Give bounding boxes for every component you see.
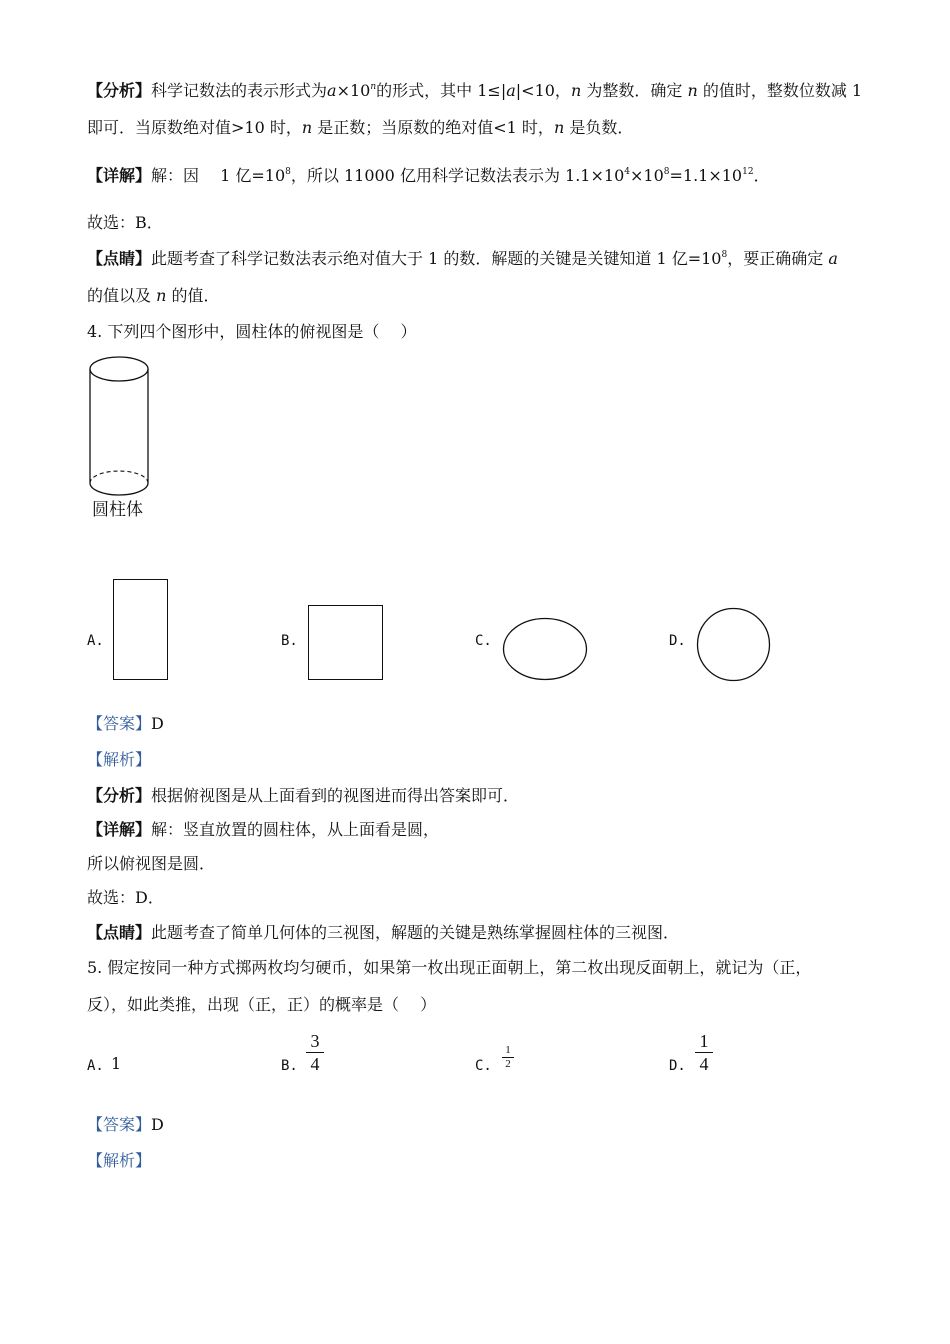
q5-option-a-label: A. <box>87 1058 104 1074</box>
analysis-line-1: 【分析】科学记数法的表示形式为$a\times 10^n$的形式，其中 1≤|a|<10，n 为整数．确定 n 的值时，整数位数减 1 <box>87 81 863 100</box>
q4-answer: 【答案】D <box>87 714 164 733</box>
fraction-denominator: 4 <box>310 1054 320 1074</box>
q4-choose: 故选：D． <box>87 888 164 907</box>
q5-option-c-fraction <box>502 1044 514 1071</box>
q4-review: 【点睛】此题考查了简单几何体的三视图，解题的关键是熟练掌握圆柱体的三视图． <box>87 923 680 942</box>
q5-option-a-value: 1 <box>111 1054 122 1073</box>
q5-option-b-fraction <box>306 1030 324 1075</box>
fraction-numerator: 1 <box>699 1031 709 1051</box>
q5-stem-1: 5. 假定按同一种方式掷两枚均匀硬币，如果第一枚出现正面朝上，第二枚出现反面朝上，就记为（正， <box>87 958 812 977</box>
q4-option-b-label: B. <box>281 633 298 649</box>
analysis-line-2: 即可．当原数绝对值>10 时，n 是正数；当原数的绝对值<1 时，n 是负数． <box>87 118 634 137</box>
q4-option-d-label: D. <box>669 633 686 649</box>
fraction-denominator: 4 <box>699 1054 709 1074</box>
q4-stem: 4. 下列四个图形中，圆柱体的俯视图是（ ） <box>87 322 417 341</box>
q4-option-a-label: A. <box>87 633 104 649</box>
choose-line: 故选：B． <box>87 213 163 232</box>
q5-stem-2: 反），如此类推，出现（正，正）的概率是（ ） <box>87 995 437 1014</box>
q4-option-d-circle <box>696 607 771 682</box>
q5-answer: 【答案】D <box>87 1115 164 1134</box>
q5-option-c-label: C. <box>475 1058 492 1074</box>
q4-option-c-label: C. <box>475 633 492 649</box>
detail-tag: 【详解】 <box>87 166 152 185</box>
detail-line: 【详解】解：因 1 亿$=10^8$，所以 11000 亿用科学记数法表示为 $1.1\times 10^4\times 10^8=1.1\times 10^{12}$． <box>87 166 770 185</box>
fraction-numerator: 1 <box>505 1044 511 1056</box>
q5-option-b-label: B. <box>281 1058 298 1074</box>
q4-option-c-ellipse <box>502 617 588 681</box>
q4-detail-2: 所以俯视图是圆． <box>87 854 216 873</box>
q4-option-a-rectangle <box>113 579 168 680</box>
review-line-1: 【点睛】此题考查了科学记数法表示绝对值大于 1 的数．解题的关键是关键知道 1 亿$=10^8$，要正确确定 a <box>87 249 838 268</box>
q4-detail: 【详解】解：竖直放置的圆柱体，从上面看是圆， <box>87 820 440 839</box>
q4-jiexi-tag: 【解析】 <box>87 750 152 769</box>
answer-tag: 【答案】 <box>87 714 152 733</box>
q5-option-d-label: D. <box>669 1058 686 1074</box>
analysis-tag: 【分析】 <box>87 81 152 100</box>
q4-option-b-square <box>308 605 383 680</box>
cylinder-figure <box>86 354 152 499</box>
q4-analysis: 【分析】根据俯视图是从上面看到的视图进而得出答案即可． <box>87 786 520 805</box>
q5-option-d-fraction <box>695 1030 713 1075</box>
fraction-numerator: 3 <box>310 1031 320 1051</box>
review-line-2: 的值以及 n 的值． <box>87 286 220 305</box>
q5-jiexi-tag: 【解析】 <box>87 1151 152 1170</box>
review-tag: 【点睛】 <box>87 249 152 268</box>
fraction-denominator: 2 <box>505 1058 511 1070</box>
cylinder-label: 圆柱体 <box>92 500 143 520</box>
